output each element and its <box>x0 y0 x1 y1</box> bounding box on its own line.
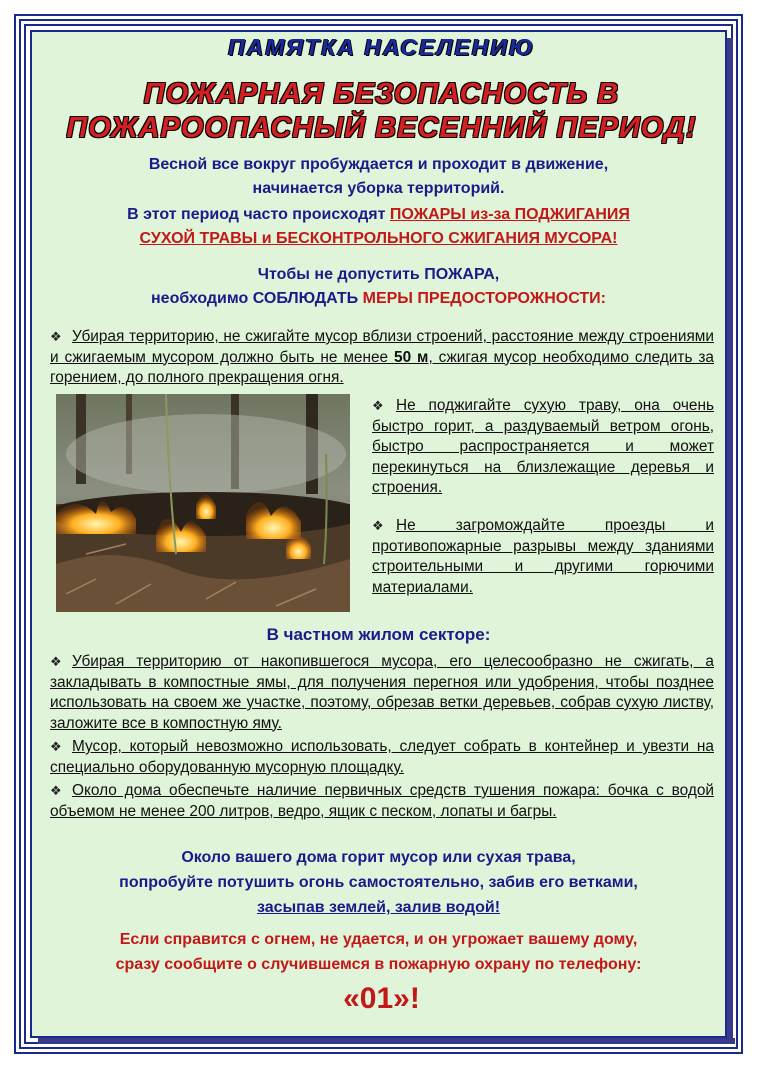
intro-line-3-start: В этот период часто происходят <box>127 206 390 223</box>
panel-shadow-bottom <box>38 1038 735 1044</box>
warning-line-2: сразу сообщите о случившемся в пожарную охрану по телефону: <box>115 956 642 973</box>
diamond-bullet-icon: ❖ <box>50 739 62 754</box>
private-item-3-text: Около дома обеспечьте наличие первичных средств тушения пожара: бочка с водой объемом не менее 200 литров, ведро, ящик с песком, лопаты и багры. <box>50 782 714 820</box>
advice-line-3: засыпав землей, залив водой! <box>256 899 501 916</box>
fire-phone-number: «01»! <box>343 982 420 1015</box>
rule-item-2 <box>372 396 714 499</box>
title-line-2: ПОЖАРООПАСНЫЙ ВЕСЕННИЙ ПЕРИОД! <box>66 112 697 144</box>
intro-line-4: СУХОЙ ТРАВЫ и БЕСКОНТРОЛЬНОГО СЖИГАНИЯ МУСОРА! <box>139 230 618 247</box>
title-line-1: ПОЖАРНАЯ БЕЗОПАСНОСТЬ В <box>143 78 620 110</box>
private-item-2 <box>50 737 714 778</box>
intro-line-6-red: МЕРЫ ПРЕДОСТОРОЖНОСТИ: <box>362 290 606 307</box>
grass-fire-photo <box>56 394 350 612</box>
rule-item-1-distance: 50 м <box>394 348 429 366</box>
diamond-bullet-icon: ❖ <box>372 398 384 413</box>
rule-item-3 <box>372 516 714 598</box>
rule-item-1-part-c: , сжигая мусор необходимо следить за горением, до полного прекращения огня. <box>50 348 714 386</box>
diamond-bullet-icon: ❖ <box>372 518 384 533</box>
panel-shadow-right <box>727 38 733 1044</box>
rule-item-3-text: Не загромождайте проезды и противопожарные разрывы между зданиями строительными и другими горючими материалами. <box>372 517 714 596</box>
intro-line-2: начинается уборка территорий. <box>252 180 505 197</box>
advice-line-1: Около вашего дома горит мусор или сухая трава, <box>181 849 576 866</box>
diamond-bullet-icon: ❖ <box>50 783 62 798</box>
intro-line-6-start: необходимо СОБЛЮДАТЬ <box>151 290 363 307</box>
private-item-3 <box>50 781 714 822</box>
private-sector-heading: В частном жилом секторе: <box>266 625 491 644</box>
rule-item-1-part-a: Убирая территорию, не сжигайте мусор вблизи строений, расстояние между строениями и сжигаемым мусором должно быть не менее <box>50 328 714 366</box>
intro-line-5: Чтобы не допустить ПОЖАРА, <box>257 266 500 283</box>
diamond-bullet-icon: ❖ <box>50 329 62 344</box>
warning-line-1: Если справится с огнем, не удается, и он угрожает вашему дому, <box>119 931 638 948</box>
intro-line-3-red: ПОЖАРЫ из-за ПОДЖИГАНИЯ <box>389 206 630 223</box>
rule-item-1 <box>50 327 714 389</box>
memo-title: ПАМЯТКА НАСЕЛЕНИЮ <box>228 34 535 60</box>
private-item-1 <box>50 652 714 734</box>
intro-line-3 <box>30 206 727 224</box>
intro-line-1: Весной все вокруг пробуждается и проходит в движение, <box>148 156 609 173</box>
diamond-bullet-icon: ❖ <box>50 654 62 669</box>
private-item-2-text: Мусор, который невозможно использовать, следует собрать в контейнер и увезти на специально оборудованную мусорную площадку. <box>50 738 714 776</box>
advice-line-2: попробуйте потушить огонь самостоятельно, забив его ветками, <box>119 874 638 891</box>
intro-line-6 <box>30 290 727 308</box>
rule-item-1-text <box>50 327 714 389</box>
private-item-1-text: Убирая территорию от накопившегося мусора, его целесообразно не сжигать, а закладывать в компостные ямы, для получения перегноя или удобрения, чтобы позднее использовать на своем же участке, поэтому, обрезав ветки деревьев, собрав сухую листву, заложите все в компостную яму. <box>50 653 714 732</box>
rule-item-2-text: Не поджигайте сухую траву, она очень быстро горит, а раздуваемый ветром огонь, быстро распространяется и может перекинуться на близлежащие деревья и строения. <box>372 397 714 496</box>
